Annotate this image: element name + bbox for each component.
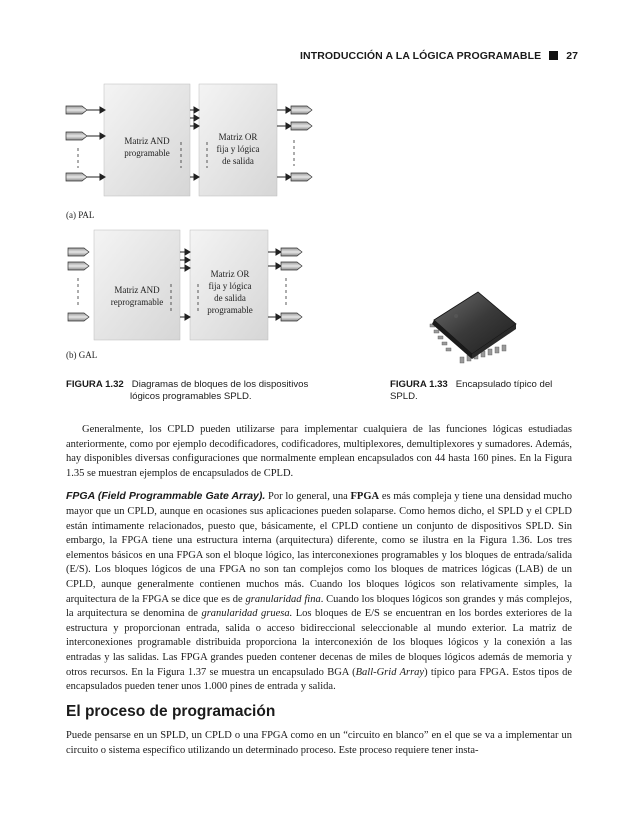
input-pins [66, 106, 87, 181]
pal-and-label: programable [124, 148, 170, 158]
running-header [300, 50, 579, 62]
gal-or-label: fija y lógica [208, 281, 252, 291]
figure-1-32-caption [66, 379, 366, 403]
body-text [66, 423, 572, 695]
pal-diagram [60, 80, 330, 228]
figure-1-33-caption [390, 379, 580, 403]
paragraph: Puede pensarse en un SPLD, un CPLD o una FPGA como en un “circuito en blanco” en el que se va a implementar un circuito o sistema específico utilizando un determinado proceso. Este proceso requiere tener insta- [66, 730, 572, 756]
bold-term: FPGA [350, 491, 380, 503]
gal-or-label: programable [207, 305, 253, 315]
gal-sub-label: (b) GAL [66, 350, 98, 360]
pal-or-label: de salida [222, 156, 254, 166]
output-pins [281, 248, 302, 321]
running-title: INTRODUCCIÓN A LA LÓGICA PROGRAMABLE [300, 50, 542, 62]
figure-number: FIGURA 1.32 [66, 379, 124, 390]
caption-text: lógicos programables SPLD. [130, 391, 252, 402]
figure-number: FIGURA 1.33 [390, 379, 448, 390]
and-or-connections [180, 249, 190, 320]
gal-or-label: de salida [214, 293, 246, 303]
spld-package-illustration [416, 286, 526, 368]
gal-and-label: reprogramable [110, 297, 164, 307]
and-or-connections [190, 107, 199, 180]
input-pins [68, 248, 89, 321]
pal-or-label: Matriz OR [218, 132, 258, 142]
italic-term: granularidad fina [245, 593, 321, 605]
caption-text: Encapsulado típico del SPLD. [390, 379, 553, 402]
gal-and-label: Matriz AND [114, 285, 160, 295]
header-square-ornament [549, 51, 558, 60]
page-number: 27 [566, 50, 579, 62]
paragraph-fpga: FPGA (Field Programmable Gate Array). Por lo general, una FPGA es más compleja y tiene una densidad mucho mayor que un CPLD, aunque en ocasiones sus aplicaciones pueden solaparse. Como hemos dicho, el SPLD y el CPLD están íntimamente relacionados, puesto que, básicamente, el CPLD contiene un conjunto de dispositivos SPLD. Sin embargo, la FPGA tiene una estructura interna (arquitectura) diferente, como se ilustra en la Figura 1.36. Los tres elementos básicos en una FPGA son el bloque lógico, las interconexiones programables y los bloques de entrada/salida (E/S). Los bloques lógicos de una FPGA no son tan complejos como los bloques de matrices lógicas (LAB) de un CPLD, aunque generalmente contienen muchos más. Cuando los bloques lógicos son relativamente simples, la arquitectura de la FPGA se dice que es de granularidad fina. Cuando los bloques lógicos son grandes y más complejos, la arquitectura se denomina de granularidad gruesa. Los bloques de E/S se encuentran en los bordes exteriores de la estructura y proporcionan entrada, salida o acceso bidireccional seleccionable al mundo exterior. La matriz de interconexiones programable distribuida proporciona la interconexión de los bloques lógicos y la conexión a las entradas y las salidas. Las FPGA grandes pueden contener decenas de miles de bloques lógicos además de memoria y otros recursos. En la Figura 1.37 se muestra un encapsulado BGA (Ball-Grid Array) típico para FPGA. Estos tipos de encapsulados pueden tener unos 1.000 pines de entrada y salida. [66, 490, 573, 693]
gal-or-label: Matriz OR [210, 269, 250, 279]
paragraph: Generalmente, los CPLD pueden utilizarse para implementar cualquiera de las funciones lógicas estudiadas anteriormente, como por ejemplo decodificadores, codificadores, multiplexores, demultiplexores y sumadores. Además, hay disponibles diversas configuraciones que normalmente emplean encapsulados con 44 hasta 160 pines. En la Figura 1.35 se muestran ejemplos de encapsulados de CPLD. [66, 424, 572, 479]
italic-term: Ball-Grid Array [355, 666, 425, 678]
gal-diagram [60, 226, 330, 366]
run-in-heading: FPGA (Field Programmable Gate Array). [66, 490, 266, 503]
italic-term: granularidad gruesa. [201, 608, 293, 620]
pal-or-label: fija y lógica [216, 144, 260, 154]
section-heading: El proceso de programación [66, 703, 276, 720]
caption-text: Diagramas de bloques de los dispositivos [131, 379, 309, 390]
output-pins [291, 106, 312, 181]
pal-sub-label: (a) PAL [66, 210, 95, 220]
pal-and-label: Matriz AND [124, 136, 170, 146]
body-text-2 [66, 729, 572, 758]
